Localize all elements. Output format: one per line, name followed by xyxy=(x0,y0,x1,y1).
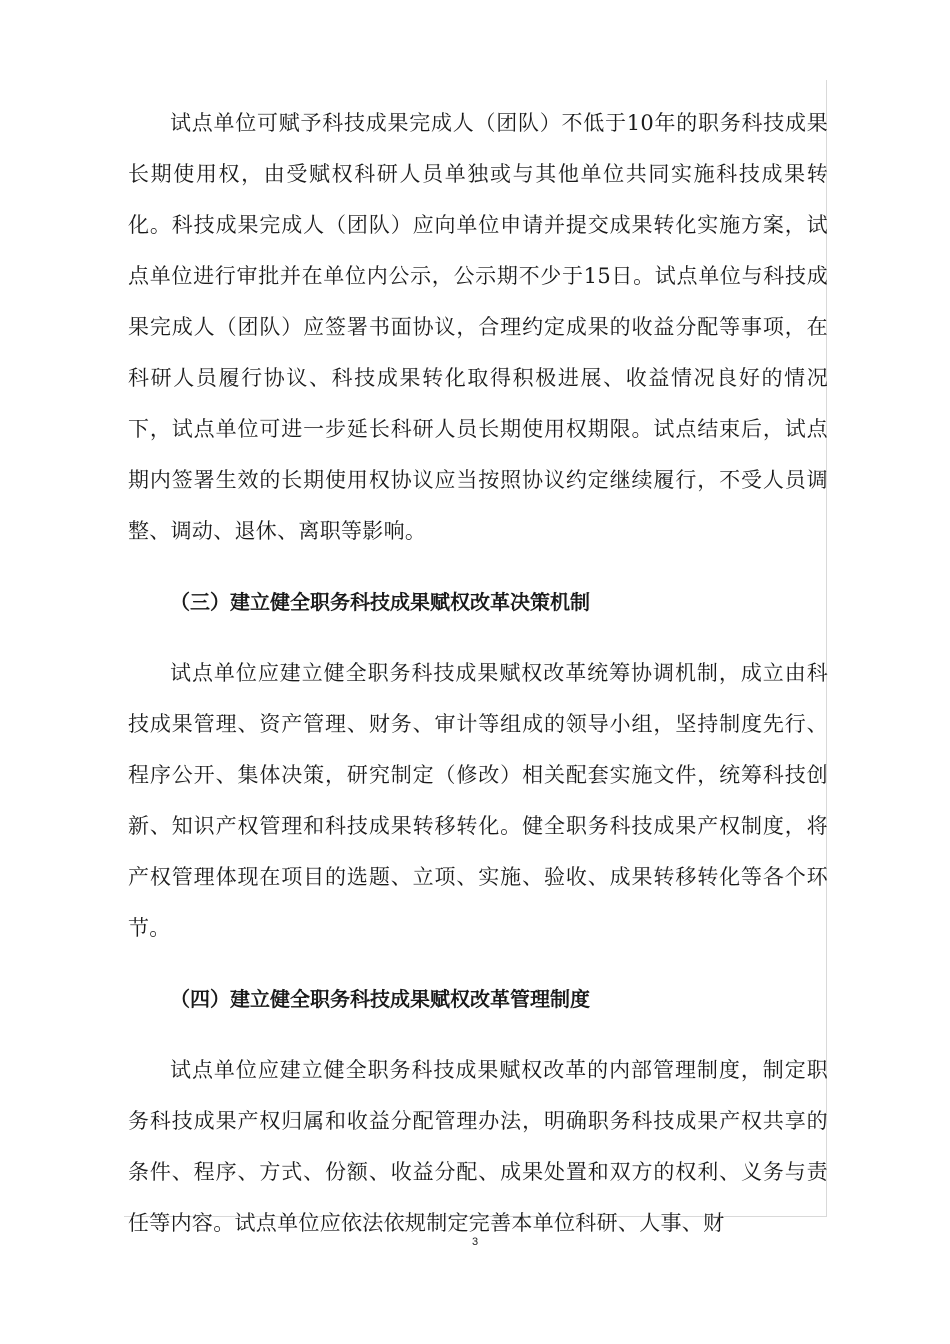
section-heading-3: （三）建立健全职务科技成果赋权改革决策机制 xyxy=(170,590,590,614)
paragraph-long-term-use-right: 试点单位可赋予科技成果完成人（团队）不低于10年的职务科技成果长期使用权，由受赋权科研人员单独或与其他单位共同实施科技成果转化。科技成果完成人（团队）应向单位申请并提交成果转化实施方案，试点单位进行审批并在单位内公示，公示期不少于15日。试点单位与科技成果完成人（团队）应签署书面协议，合理约定成果的收益分配等事项，在科研人员履行协议、科技成果转化取得积极进展、收益情况良好的情况下，试点单位可进一步延长科研人员长期使用权期限。试点结束后，试点期内签署生效的长期使用权协议应当按照协议约定继续履行，不受人员调整、调动、退休、离职等影响。 xyxy=(128,111,828,543)
page-number: 3 xyxy=(471,1236,479,1248)
paragraph-decision-mechanism: 试点单位应建立健全职务科技成果赋权改革统筹协调机制，成立由科技成果管理、资产管理、财务、审计等组成的领导小组，坚持制度先行、程序公开、集体决策，研究制定（修改）相关配套实施文件，统筹科技创新、知识产权管理和科技成果转移转化。健全职务科技成果产权制度，将产权管理体现在项目的选题、立项、实施、验收、成果转移转化等各个环节。 xyxy=(128,661,828,940)
paragraph-management-system: 试点单位应建立健全职务科技成果赋权改革的内部管理制度，制定职务科技成果产权归属和收益分配管理办法，明确职务科技成果产权共享的条件、程序、方式、份额、收益分配、成果处置和双方的权利、义务与责任等内容。试点单位应依法依规制定完善本单位科研、人事、财 xyxy=(128,1058,828,1235)
section-heading-4: （四）建立健全职务科技成果赋权改革管理制度 xyxy=(170,987,590,1011)
document-body xyxy=(128,98,828,1249)
